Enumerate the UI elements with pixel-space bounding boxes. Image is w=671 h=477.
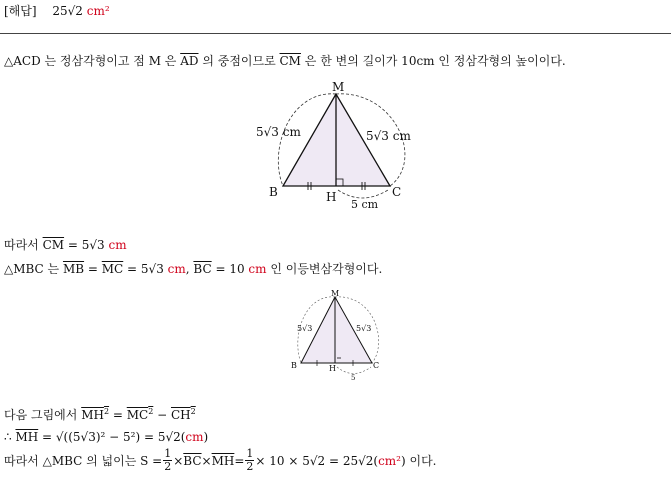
segment-bc: $\overline{BC}$ [193,262,212,276]
text: = [234,453,245,468]
text: , [185,262,194,276]
text: 따라서 △MBC 의 넓이는 S = [4,454,163,468]
text: − [153,408,171,422]
fraction-half [245,448,254,473]
side-left-small: 5√3 [297,324,313,333]
side-right-small: 5√3 [356,324,372,333]
segment-cm: $\overline{CM}$ [42,238,65,252]
segment-mh: MH [81,408,104,422]
arc-hc-small [337,367,371,374]
text: 은 한 변의 길이가 10cm 인 정삼각형의 높이이다. [300,54,566,68]
numerator: 1 [246,447,254,460]
text: ) [203,430,209,444]
label-m-small: M [331,289,340,298]
text: △ACD 는 정삼각형이고 점 M 은 [4,54,181,68]
figure-triangle-small [283,288,383,383]
label-m: M [332,80,345,94]
explanation-line-6 [4,448,437,473]
text: ) 이다. [401,454,437,468]
unit-cm2: cm² [378,453,401,468]
header-divider [0,33,671,34]
text: 인 이등변삼각형이다. [266,262,383,276]
text: = [109,408,127,422]
segment-ad: $\overline{AD}$ [180,54,199,68]
label-c-small: C [373,361,380,370]
segment-cm: $\overline{CM}$ [279,54,301,68]
explanation-line-3 [4,260,382,277]
answer-value: 25√2 [52,4,83,18]
explanation-line-4 [4,406,196,423]
base-half-label: 5 cm [351,198,379,211]
text: = 5√3 [123,262,168,276]
denominator: 2 [246,460,254,473]
text: × [173,453,184,468]
unit-cm: cm [185,430,204,444]
segment-mh: $\overline{MH}$ [211,453,235,468]
text: 다음 그림에서 [4,408,82,422]
explanation-line-1 [4,52,566,69]
answer-label: [해답] [4,4,37,18]
text: △MBC 는 [4,262,63,276]
label-h-small: H [329,364,336,373]
arc-hc [338,190,388,198]
segment-bc: $\overline{BC}$ [183,453,202,468]
text: = [84,262,102,276]
text: = 10 [211,262,249,276]
unit-cm: cm [167,262,186,276]
text: × 10 × 5√2 = 25√2( [255,453,379,468]
base-half-small: 5 [351,374,356,382]
segment-ch: CH [170,408,191,422]
label-b: B [269,185,278,199]
unit-cm: cm [248,262,267,276]
text: = 5√3 [64,238,109,252]
text: 따라서 [4,238,43,252]
text: = √((5√3)² − 5²) = 5√2( [38,430,186,444]
segment-mb: $\overline{MB}$ [62,262,85,276]
label-h: H [326,190,337,204]
answer-unit: cm² [86,4,110,18]
segment-mh-sq: $MH^2$ [81,407,110,422]
figure-triangle-large [250,80,430,215]
label-b-small: B [291,361,297,370]
denominator: 2 [164,460,172,473]
text: 의 중점이므로 [198,54,280,68]
text: ∴ [4,430,16,444]
segment-mc-sq: $MC^2$ [126,407,154,422]
explanation-line-5 [4,430,208,444]
segment-mh: $\overline{MH}$ [15,430,39,444]
side-label-right: 5√3 cm [366,129,411,143]
side-label-left: 5√3 cm [256,125,301,139]
segment-mc: $\overline{MC}$ [101,262,124,276]
explanation-line-2 [4,236,127,253]
text: × [201,453,212,468]
answer-line [4,2,110,19]
label-c: C [392,185,402,199]
fraction-half [163,448,172,473]
numerator: 1 [164,447,172,460]
segment-mc: MC [126,408,149,422]
unit-cm: cm [108,238,127,252]
segment-ch-sq: $CH^2$ [170,407,196,422]
